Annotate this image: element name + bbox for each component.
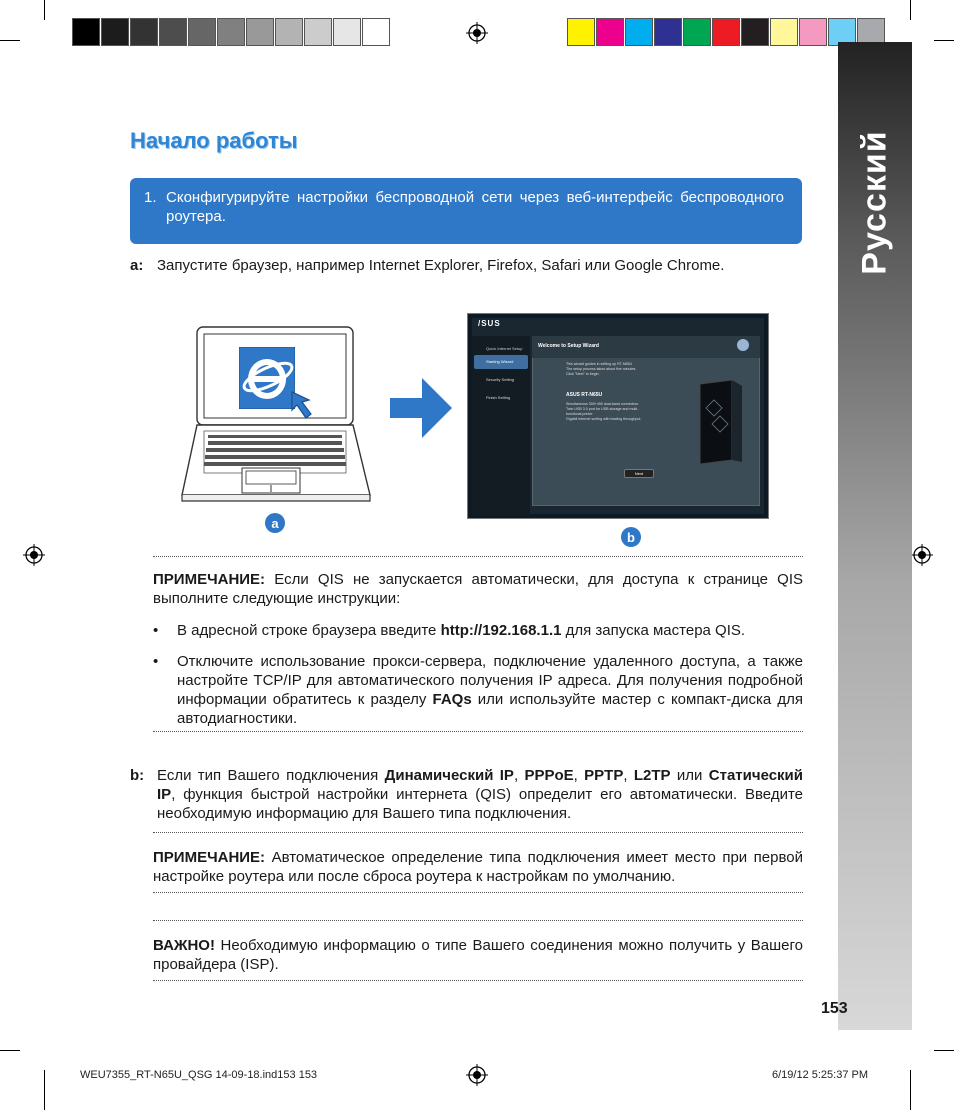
crop-mark [0,1050,20,1051]
home-icon[interactable] [737,339,749,351]
qis-url: http://192.168.1.1 [440,622,562,639]
dotted-divider [153,556,803,557]
step-1-box [130,178,802,244]
crop-mark [934,40,954,41]
crop-mark [44,1070,45,1110]
color-swatch [159,18,187,46]
color-swatch [625,18,653,46]
cursor-arrow-icon [288,388,322,422]
color-swatch [333,18,361,46]
registration-mark-icon [23,544,45,566]
dotted-divider [153,920,803,921]
crop-mark [0,40,20,41]
important-note [153,936,803,974]
step-number: 1. [144,189,157,206]
language-label: Русский [855,129,894,275]
bullet-symbol: • [153,653,159,670]
router-image [696,378,748,468]
color-swatch [770,18,798,46]
color-swatch [654,18,682,46]
sidebar-item-finish-setting[interactable]: Finish Setting [486,395,511,400]
dotted-divider [153,892,803,893]
sidebar-header: Quick Internet Setup [486,346,523,351]
badge-b: b [621,527,641,547]
color-swatch [799,18,827,46]
crop-mark [910,1070,911,1110]
setup-wizard-screenshot [467,313,769,519]
step-a-label: a: [130,257,144,274]
note-1-bullet-2: • Отключите использование прокси-сервера, подключение удаленного доступа, а также настройте TCP/IP для автоматического получения IP адреса. Для получения подробной информации обратитесь к разделу FAQs или используйте мастер с компакт-диска для автодиагностики. [153,653,803,727]
bullet-symbol: • [153,622,159,639]
color-swatch [304,18,332,46]
internet-explorer-icon [239,347,295,409]
sidebar-item-starting-wizard[interactable]: Starting Wizard [474,355,528,369]
page-number: 153 [821,1000,848,1017]
next-button[interactable]: Next [624,469,654,478]
section-title: Начало работы [130,128,298,153]
asus-logo: /SUS [478,319,501,328]
important-text: Необходимую информацию о типе Вашего соединения можно получить у Вашего провайдера (ISP). [153,937,803,973]
color-swatch [362,18,390,46]
color-swatch [741,18,769,46]
color-swatch [246,18,274,46]
footer-timestamp: 6/19/12 5:25:37 PM [772,1069,869,1081]
wizard-title: Welcome to Setup Wizard [538,343,599,349]
sidebar-item-security-setting[interactable]: Security Setting [486,377,515,382]
crop-mark [910,0,911,20]
note-1-label: ПРИМЕЧАНИЕ: [153,571,266,588]
dotted-divider [153,980,803,981]
color-swatch [72,18,100,46]
router-features: Simultaneous 300+450 dual-band connection. Twin USB 3.0 port for USB storage and multi- functional printer. Gigabit internet surfing with leading throughput. [566,402,642,421]
arrow-right-icon [390,376,454,440]
color-swatch [101,18,129,46]
dotted-divider [153,832,803,833]
step-b-text: Если тип Вашего подключения Динамический IP, PPPoE, PPTP, L2TP или Статический IP, функция быстрой настройки интернета (QIS) определит его автоматически. Введите необходимую информацию для Вашего типа подключения. [157,767,803,822]
router-model: ASUS RT-N65U [566,392,603,398]
color-swatch [130,18,158,46]
footer-file-info: WEU7355_RT-N65U_QSG 14-09-18.ind153 153 [80,1069,318,1081]
note-1-text: Если QIS не запускается автоматически, для доступа к странице QIS выполните следующие инструкции: [153,571,803,607]
color-swatch [683,18,711,46]
grayscale-color-bar [72,18,391,46]
color-swatch [567,18,595,46]
crop-mark [44,0,45,20]
color-swatch [217,18,245,46]
badge-a: a [265,513,285,533]
note-1 [153,570,803,608]
crop-mark [934,1050,954,1051]
important-label: ВАЖНО! [153,937,215,954]
note-2-label: ПРИМЕЧАНИЕ: [153,849,266,866]
color-swatch [712,18,740,46]
language-tab [838,42,912,1030]
color-swatch [188,18,216,46]
dotted-divider [153,731,803,732]
step-a-text: Запустите браузер, например Internet Explorer, Firefox, Safari или Google Chrome. [157,257,725,274]
color-swatch [275,18,303,46]
step-1-text: Сконфигурируйте настройки беспроводной сети через веб-интерфейс беспроводного роутера. [166,189,784,225]
registration-mark-icon [911,544,933,566]
note-2-text: Автоматическое определение типа подключения имеет место при первой настройке роутера или после сброса роутера к настройкам по умолчанию. [153,849,803,885]
step-b-label: b: [130,767,145,784]
wizard-intro: This wizard guides in setting up RT-N65U The setup process takes about five minutes. Click "Next" to begin. [566,362,637,376]
note-2 [153,848,803,886]
color-swatch [596,18,624,46]
note-1-bullet-1: • В адресной строке браузера введите http://192.168.1.1 для запуска мастера QIS. [153,622,746,639]
registration-mark-icon [466,1064,488,1086]
faqs-ref: FAQs [432,691,472,708]
registration-mark-icon [466,22,488,44]
